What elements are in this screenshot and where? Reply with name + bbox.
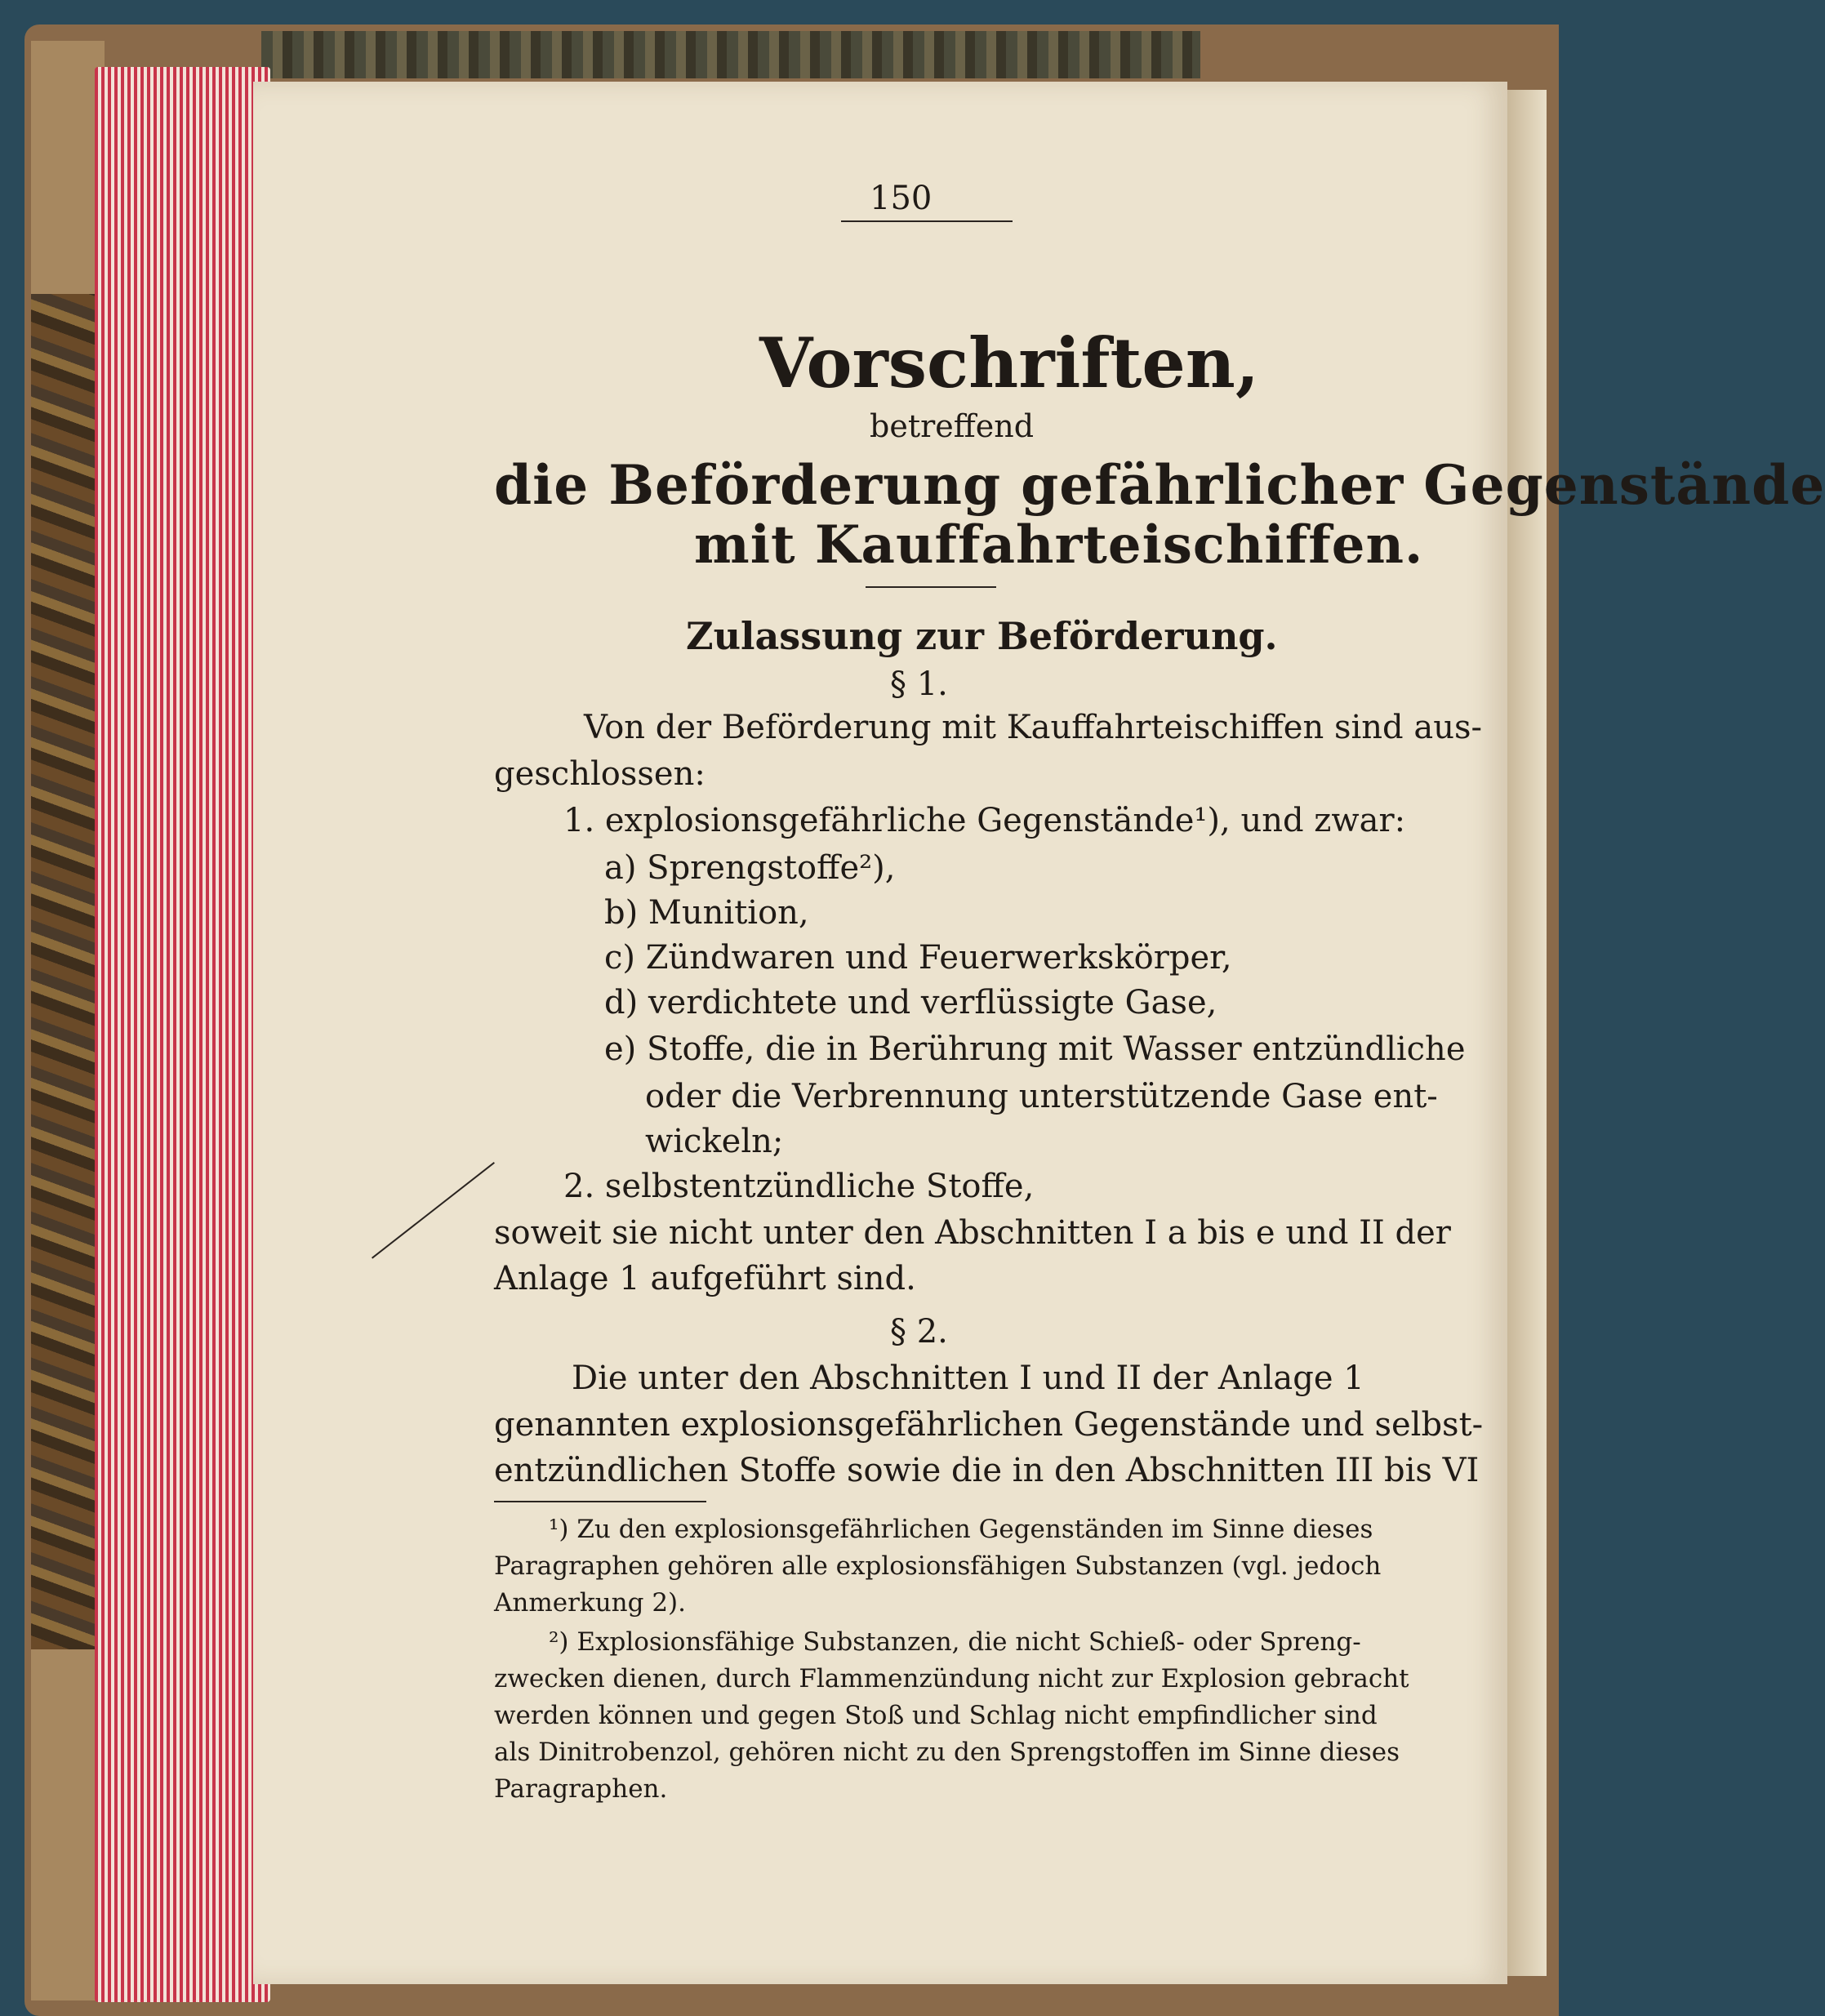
page-number: 150 bbox=[870, 180, 933, 217]
leather-spine-bottom bbox=[31, 1649, 105, 2000]
footnote-line: Paragraphen. bbox=[494, 1774, 668, 1804]
title-subtitle: betreffend bbox=[870, 408, 1035, 444]
body-line: geschlossen: bbox=[494, 755, 706, 793]
section-title: Zulassung zur Beförderung. bbox=[686, 614, 1278, 658]
leather-spine-top bbox=[31, 41, 105, 294]
page-title: Vorschriften, bbox=[759, 323, 1260, 403]
list-item: b) Munition, bbox=[604, 894, 809, 932]
marbled-cover-left bbox=[31, 294, 95, 1649]
paragraph-2-label: § 2. bbox=[890, 1313, 948, 1351]
footnote-line: werden können und gegen Stoß und Schlag nicht empfindlicher sind bbox=[494, 1701, 1378, 1730]
list-item: 2. selbstentzündliche Stoffe, bbox=[563, 1168, 1035, 1205]
right-page-fold bbox=[1507, 90, 1547, 1976]
footnote-line: als Dinitrobenzol, gehören nicht zu den Sprengstoffen im Sinne dieses bbox=[494, 1738, 1400, 1767]
body-line: Von der Beförderung mit Kauffahrteischiffen sind aus- bbox=[584, 709, 1482, 746]
footnote-line: ¹) Zu den explosionsgefährlichen Gegenständen im Sinne dieses bbox=[549, 1515, 1373, 1544]
paragraph-1-label: § 1. bbox=[890, 665, 948, 703]
body-line: entzündlichen Stoffe sowie die in den Abschnitten III bis VI bbox=[494, 1452, 1480, 1489]
footnote-line: Paragraphen gehören alle explosionsfähigen Substanzen (vgl. jedoch bbox=[494, 1551, 1382, 1581]
title-rule bbox=[866, 586, 996, 588]
page-number-rule bbox=[841, 220, 1013, 222]
footnote-rule bbox=[494, 1501, 706, 1502]
footnote-line: ²) Explosionsfähige Substanzen, die nicht Schieß- oder Spreng- bbox=[549, 1627, 1361, 1657]
title-line-2: die Beförderung gefährlicher Gegenstände bbox=[494, 453, 1825, 517]
marbled-cover-top bbox=[261, 31, 1200, 78]
list-item: c) Zündwaren und Feuerwerkskörper, bbox=[604, 939, 1232, 977]
list-item: wickeln; bbox=[645, 1123, 784, 1160]
title-line-3: mit Kauffahrteischiffen. bbox=[694, 514, 1424, 576]
list-item: oder die Verbrennung unterstützende Gase ent- bbox=[645, 1078, 1438, 1115]
list-item: a) Sprengstoffe²), bbox=[604, 849, 896, 887]
list-item: d) verdichtete und verflüssigte Gase, bbox=[604, 984, 1217, 1021]
page-edges bbox=[95, 67, 270, 2002]
list-item: 1. explosionsgefährliche Gegenstände¹), und zwar: bbox=[563, 802, 1406, 839]
body-line: genannten explosionsgefährlichen Gegenstände und selbst- bbox=[494, 1406, 1484, 1444]
list-item: e) Stoffe, die in Berührung mit Wasser entzündliche bbox=[604, 1030, 1466, 1068]
body-line: Die unter den Abschnitten I und II der Anlage 1 bbox=[572, 1360, 1364, 1397]
body-line: Anlage 1 aufgeführt sind. bbox=[494, 1260, 916, 1297]
footnote-line: zwecken dienen, durch Flammenzündung nicht zur Explosion gebracht bbox=[494, 1664, 1409, 1693]
body-line: soweit sie nicht unter den Abschnitten I a bis e und II der bbox=[494, 1214, 1451, 1252]
footnote-line: Anmerkung 2). bbox=[494, 1588, 686, 1618]
